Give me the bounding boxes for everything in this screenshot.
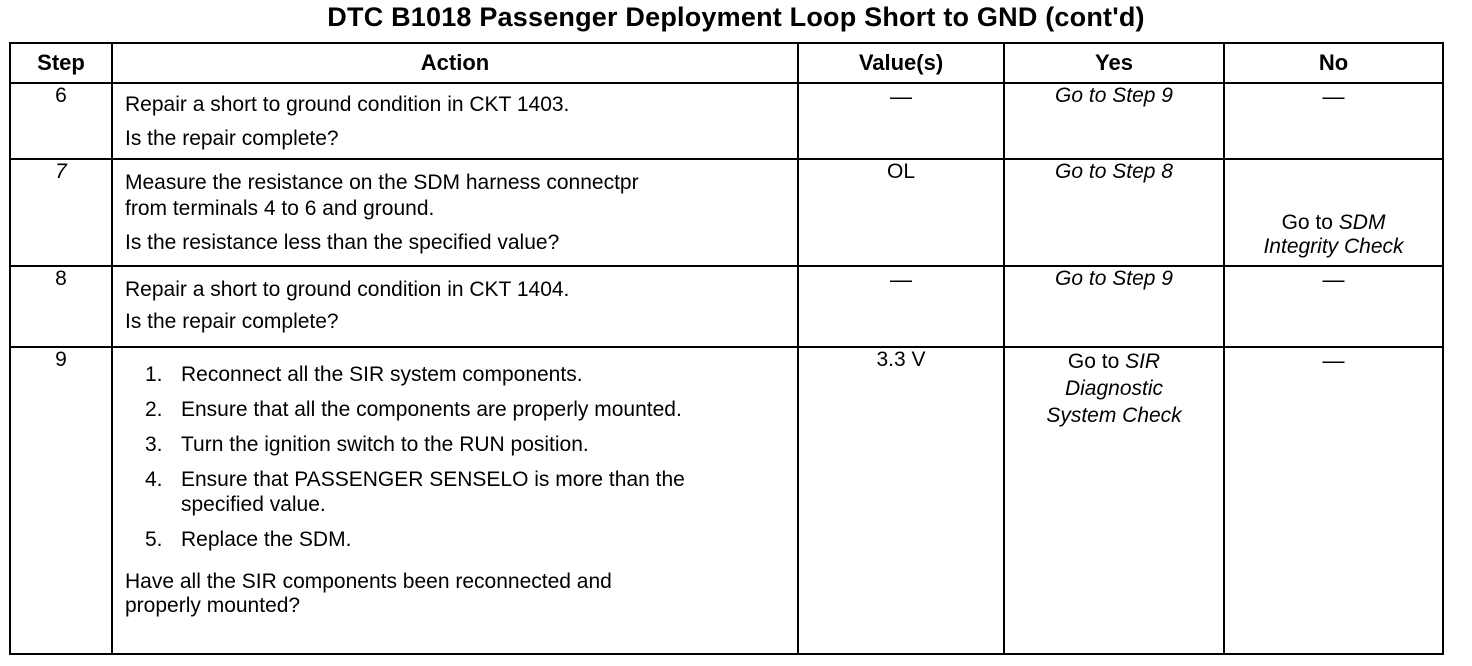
header-action: Action	[112, 43, 798, 83]
no-link[interactable]: Go to SDM Integrity Check	[1263, 211, 1404, 258]
yes-link[interactable]: Go to Step 9	[1055, 267, 1173, 290]
action-cell	[112, 347, 798, 654]
table-row	[10, 159, 1443, 266]
list-item: 2. Ensure that all the components are properly mounted.	[145, 398, 682, 421]
yes-link[interactable]: Go to Step 8	[1055, 160, 1173, 183]
no-cell: —	[1224, 83, 1443, 159]
value-cell: —	[798, 83, 1004, 159]
header-values: Value(s)	[798, 43, 1004, 83]
value-cell: 3.3 V	[798, 347, 1004, 654]
action-text: Repair a short to ground condition in CKT 1404.	[125, 278, 570, 301]
list-item: 5. Replace the SDM.	[145, 528, 352, 551]
yes-link[interactable]: Go to Step 9	[1055, 84, 1173, 107]
action-cell	[112, 83, 798, 159]
procedure-list	[113, 362, 797, 552]
no-cell	[1224, 159, 1443, 266]
action-cell	[112, 159, 798, 266]
yes-cell	[1004, 266, 1224, 347]
no-cell: —	[1224, 266, 1443, 347]
action-cell	[112, 266, 798, 347]
table-row	[10, 83, 1443, 159]
action-question: Is the repair complete?	[125, 310, 339, 333]
yes-cell	[1004, 83, 1224, 159]
list-item: 3. Turn the ignition switch to the RUN position.	[145, 433, 589, 456]
yes-cell	[1004, 347, 1224, 654]
header-step: Step	[10, 43, 112, 83]
no-cell: —	[1224, 347, 1443, 654]
step-number: 9	[10, 347, 112, 654]
list-item: 1. Reconnect all the SIR system components.	[145, 363, 583, 386]
yes-link[interactable]: Go to SIR Diagnostic System Check	[1046, 350, 1182, 427]
action-question: Is the resistance less than the specified value?	[125, 231, 560, 254]
value-cell: —	[798, 266, 1004, 347]
diagnostic-table	[9, 42, 1444, 655]
action-text: from terminals 4 to 6 and ground.	[125, 197, 435, 220]
yes-cell	[1004, 159, 1224, 266]
step-number: 6	[10, 83, 112, 159]
table-row	[10, 347, 1443, 654]
action-text: Repair a short to ground condition in CKT 1403.	[125, 93, 570, 116]
step-number: 7	[10, 159, 112, 266]
action-question: Is the repair complete?	[125, 127, 339, 150]
header-no: No	[1224, 43, 1443, 83]
list-item: 4. Ensure that PASSENGER SENSELO is more than the specified value.	[145, 468, 685, 516]
header-yes: Yes	[1004, 43, 1224, 83]
header-row	[10, 43, 1443, 83]
step-number: 8	[10, 266, 112, 347]
table-row	[10, 266, 1443, 347]
page-title: DTC B1018 Passenger Deployment Loop Short to GND (cont'd)	[327, 2, 1145, 32]
action-question: Have all the SIR components been reconnected and properly mounted?	[125, 570, 612, 617]
action-text: Measure the resistance on the SDM harness connectpr	[125, 171, 639, 194]
value-cell: OL	[798, 159, 1004, 266]
